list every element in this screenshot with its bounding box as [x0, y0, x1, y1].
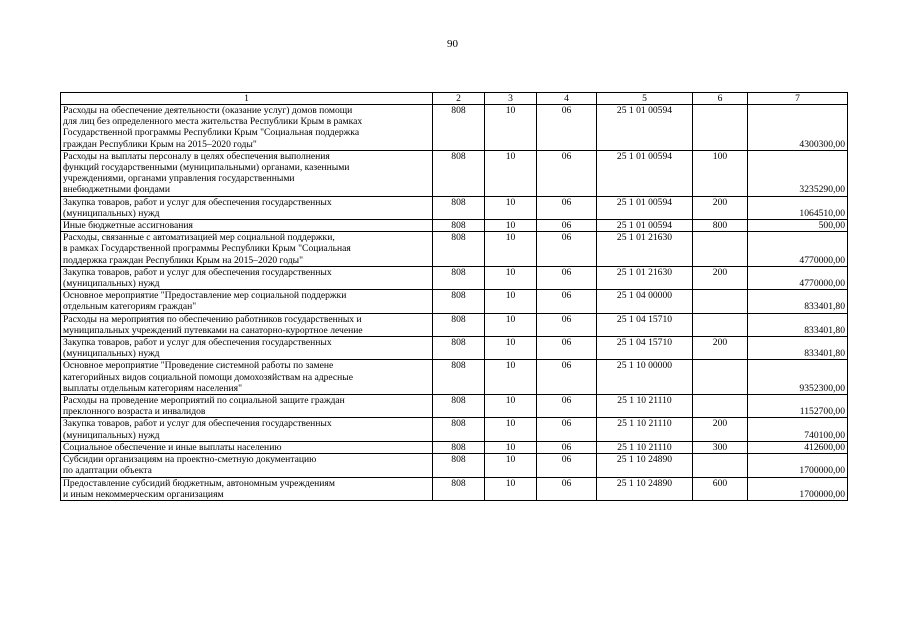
row-code-2: 808: [433, 232, 485, 267]
row-code-4: 06: [537, 418, 597, 441]
row-description: Расходы на обеспечение деятельности (оказание услуг) домов помощи для лиц без определенного места жительства Республики Крым в рамках Государственной программы Республики Крым "Социальная поддержка граждан Республики Крым на 2015–2020 годы": [61, 105, 433, 151]
row-expense-type: 200: [693, 418, 748, 441]
row-code-3: 10: [485, 360, 537, 395]
header-cell-3: 3: [485, 93, 537, 105]
page-number: 90: [447, 38, 458, 50]
row-target-code: 25 1 10 21110: [597, 395, 693, 418]
row-description: Расходы на мероприятия по обеспечению работников государственных и муниципальных учреждений путевками на санаторно-курортное лечение: [61, 313, 433, 336]
row-code-4: 06: [537, 220, 597, 232]
row-code-3: 10: [485, 454, 537, 477]
row-code-3: 10: [485, 196, 537, 219]
row-target-code: 25 1 10 21110: [597, 418, 693, 441]
row-code-3: 10: [485, 150, 537, 196]
row-code-4: 06: [537, 395, 597, 418]
row-code-2: 808: [433, 313, 485, 336]
row-target-code: 25 1 01 00594: [597, 196, 693, 219]
row-code-2: 808: [433, 395, 485, 418]
row-code-4: 06: [537, 441, 597, 453]
row-amount: 833401,80: [748, 290, 848, 313]
row-code-4: 06: [537, 150, 597, 196]
row-amount: 4770000,00: [748, 266, 848, 289]
table-row: [61, 337, 848, 360]
row-amount: 1700000,00: [748, 477, 848, 500]
budget-table: [60, 92, 848, 501]
row-expense-type: [693, 105, 748, 151]
table-row: [61, 418, 848, 441]
row-code-4: 06: [537, 196, 597, 219]
row-code-4: 06: [537, 454, 597, 477]
row-description: Закупка товаров, работ и услуг для обеспечения государственных (муниципальных) нужд: [61, 266, 433, 289]
row-amount: 740100,00: [748, 418, 848, 441]
row-target-code: 25 1 01 21630: [597, 266, 693, 289]
table-row: [61, 290, 848, 313]
row-expense-type: 200: [693, 196, 748, 219]
row-target-code: 25 1 10 24890: [597, 477, 693, 500]
row-description: Социальное обеспечение и иные выплаты населению: [61, 441, 433, 453]
row-code-2: 808: [433, 266, 485, 289]
row-expense-type: 200: [693, 266, 748, 289]
table-row: [61, 454, 848, 477]
row-description: Закупка товаров, работ и услуг для обеспечения государственных (муниципальных) нужд: [61, 418, 433, 441]
row-expense-type: [693, 232, 748, 267]
row-amount: 9352300,00: [748, 360, 848, 395]
row-expense-type: [693, 313, 748, 336]
row-amount: 500,00: [748, 220, 848, 232]
row-amount: 1700000,00: [748, 454, 848, 477]
row-code-3: 10: [485, 313, 537, 336]
row-code-2: 808: [433, 441, 485, 453]
row-code-4: 06: [537, 337, 597, 360]
table-row: [61, 441, 848, 453]
row-amount: 412600,00: [748, 441, 848, 453]
row-code-3: 10: [485, 232, 537, 267]
table-row: [61, 266, 848, 289]
row-amount: 1064510,00: [748, 196, 848, 219]
table-row: [61, 105, 848, 151]
row-code-3: 10: [485, 105, 537, 151]
row-code-2: 808: [433, 290, 485, 313]
header-row: [61, 93, 848, 105]
row-code-2: 808: [433, 360, 485, 395]
table-row: [61, 395, 848, 418]
row-amount: 4300300,00: [748, 105, 848, 151]
header-cell-5: 5: [597, 93, 693, 105]
table-row: [61, 196, 848, 219]
row-description: Иные бюджетные ассигнования: [61, 220, 433, 232]
row-expense-type: [693, 395, 748, 418]
header-cell-6: 6: [693, 93, 748, 105]
row-code-3: 10: [485, 418, 537, 441]
row-code-3: 10: [485, 266, 537, 289]
row-amount: 3235290,00: [748, 150, 848, 196]
row-expense-type: 100: [693, 150, 748, 196]
row-description: Предоставление субсидий бюджетным, автономным учреждениям и иным некоммерческим организациям: [61, 477, 433, 500]
row-target-code: 25 1 04 00000: [597, 290, 693, 313]
row-amount: 833401,80: [748, 337, 848, 360]
row-code-3: 10: [485, 441, 537, 453]
row-target-code: 25 1 01 00594: [597, 220, 693, 232]
row-description: Субсидии организациям на проектно-сметную документацию по адаптации объекта: [61, 454, 433, 477]
row-description: Основное мероприятие "Проведение системной работы по замене категорийных видов социальной помощи домохозяйствам на адресные выплаты отдельным категориям населения": [61, 360, 433, 395]
row-target-code: 25 1 01 21630: [597, 232, 693, 267]
table-row: [61, 220, 848, 232]
row-description: Закупка товаров, работ и услуг для обеспечения государственных (муниципальных) нужд: [61, 196, 433, 219]
row-code-4: 06: [537, 232, 597, 267]
table-row: [61, 150, 848, 196]
row-code-3: 10: [485, 220, 537, 232]
row-description: Расходы на выплаты персоналу в целях обеспечения выполнения функций государственными (муниципальными) органами, казенными учреждениями, органами управления государственными внебюджетными фондами: [61, 150, 433, 196]
row-code-3: 10: [485, 290, 537, 313]
row-target-code: 25 1 01 00594: [597, 150, 693, 196]
row-amount: 4770000,00: [748, 232, 848, 267]
row-target-code: 25 1 04 15710: [597, 337, 693, 360]
row-code-2: 808: [433, 477, 485, 500]
row-description: Закупка товаров, работ и услуг для обеспечения государственных (муниципальных) нужд: [61, 337, 433, 360]
row-expense-type: 800: [693, 220, 748, 232]
row-target-code: 25 1 10 24890: [597, 454, 693, 477]
row-code-3: 10: [485, 395, 537, 418]
row-expense-type: 600: [693, 477, 748, 500]
row-description: Расходы на проведение мероприятий по социальной защите граждан преклонного возраста и инвалидов: [61, 395, 433, 418]
row-expense-type: 300: [693, 441, 748, 453]
row-code-4: 06: [537, 266, 597, 289]
row-expense-type: [693, 360, 748, 395]
table-row: [61, 313, 848, 336]
row-code-4: 06: [537, 360, 597, 395]
table-row: [61, 477, 848, 500]
row-target-code: 25 1 10 00000: [597, 360, 693, 395]
row-amount: 1152700,00: [748, 395, 848, 418]
row-expense-type: [693, 454, 748, 477]
row-code-4: 06: [537, 477, 597, 500]
row-code-4: 06: [537, 313, 597, 336]
row-code-3: 10: [485, 337, 537, 360]
row-code-4: 06: [537, 105, 597, 151]
row-target-code: 25 1 01 00594: [597, 105, 693, 151]
row-description: Основное мероприятие "Предоставление мер социальной поддержки отдельным категориям граждан": [61, 290, 433, 313]
header-cell-1: 1: [61, 93, 433, 105]
header-cell-7: 7: [748, 93, 848, 105]
row-code-2: 808: [433, 337, 485, 360]
row-code-2: 808: [433, 220, 485, 232]
row-code-2: 808: [433, 105, 485, 151]
row-code-2: 808: [433, 150, 485, 196]
row-code-4: 06: [537, 290, 597, 313]
row-target-code: 25 1 04 15710: [597, 313, 693, 336]
header-cell-2: 2: [433, 93, 485, 105]
table-body: [61, 105, 848, 501]
table-row: [61, 232, 848, 267]
row-amount: 833401,80: [748, 313, 848, 336]
header-cell-4: 4: [537, 93, 597, 105]
row-code-2: 808: [433, 454, 485, 477]
row-code-3: 10: [485, 477, 537, 500]
row-code-2: 808: [433, 196, 485, 219]
row-target-code: 25 1 10 21110: [597, 441, 693, 453]
row-description: Расходы, связанные с автоматизацией мер социальной поддержки, в рамках Государственной программы Республики Крым "Социальная поддержка граждан Республики Крым на 2015–2020 годы": [61, 232, 433, 267]
row-expense-type: 200: [693, 337, 748, 360]
row-expense-type: [693, 290, 748, 313]
table-row: [61, 360, 848, 395]
row-code-2: 808: [433, 418, 485, 441]
